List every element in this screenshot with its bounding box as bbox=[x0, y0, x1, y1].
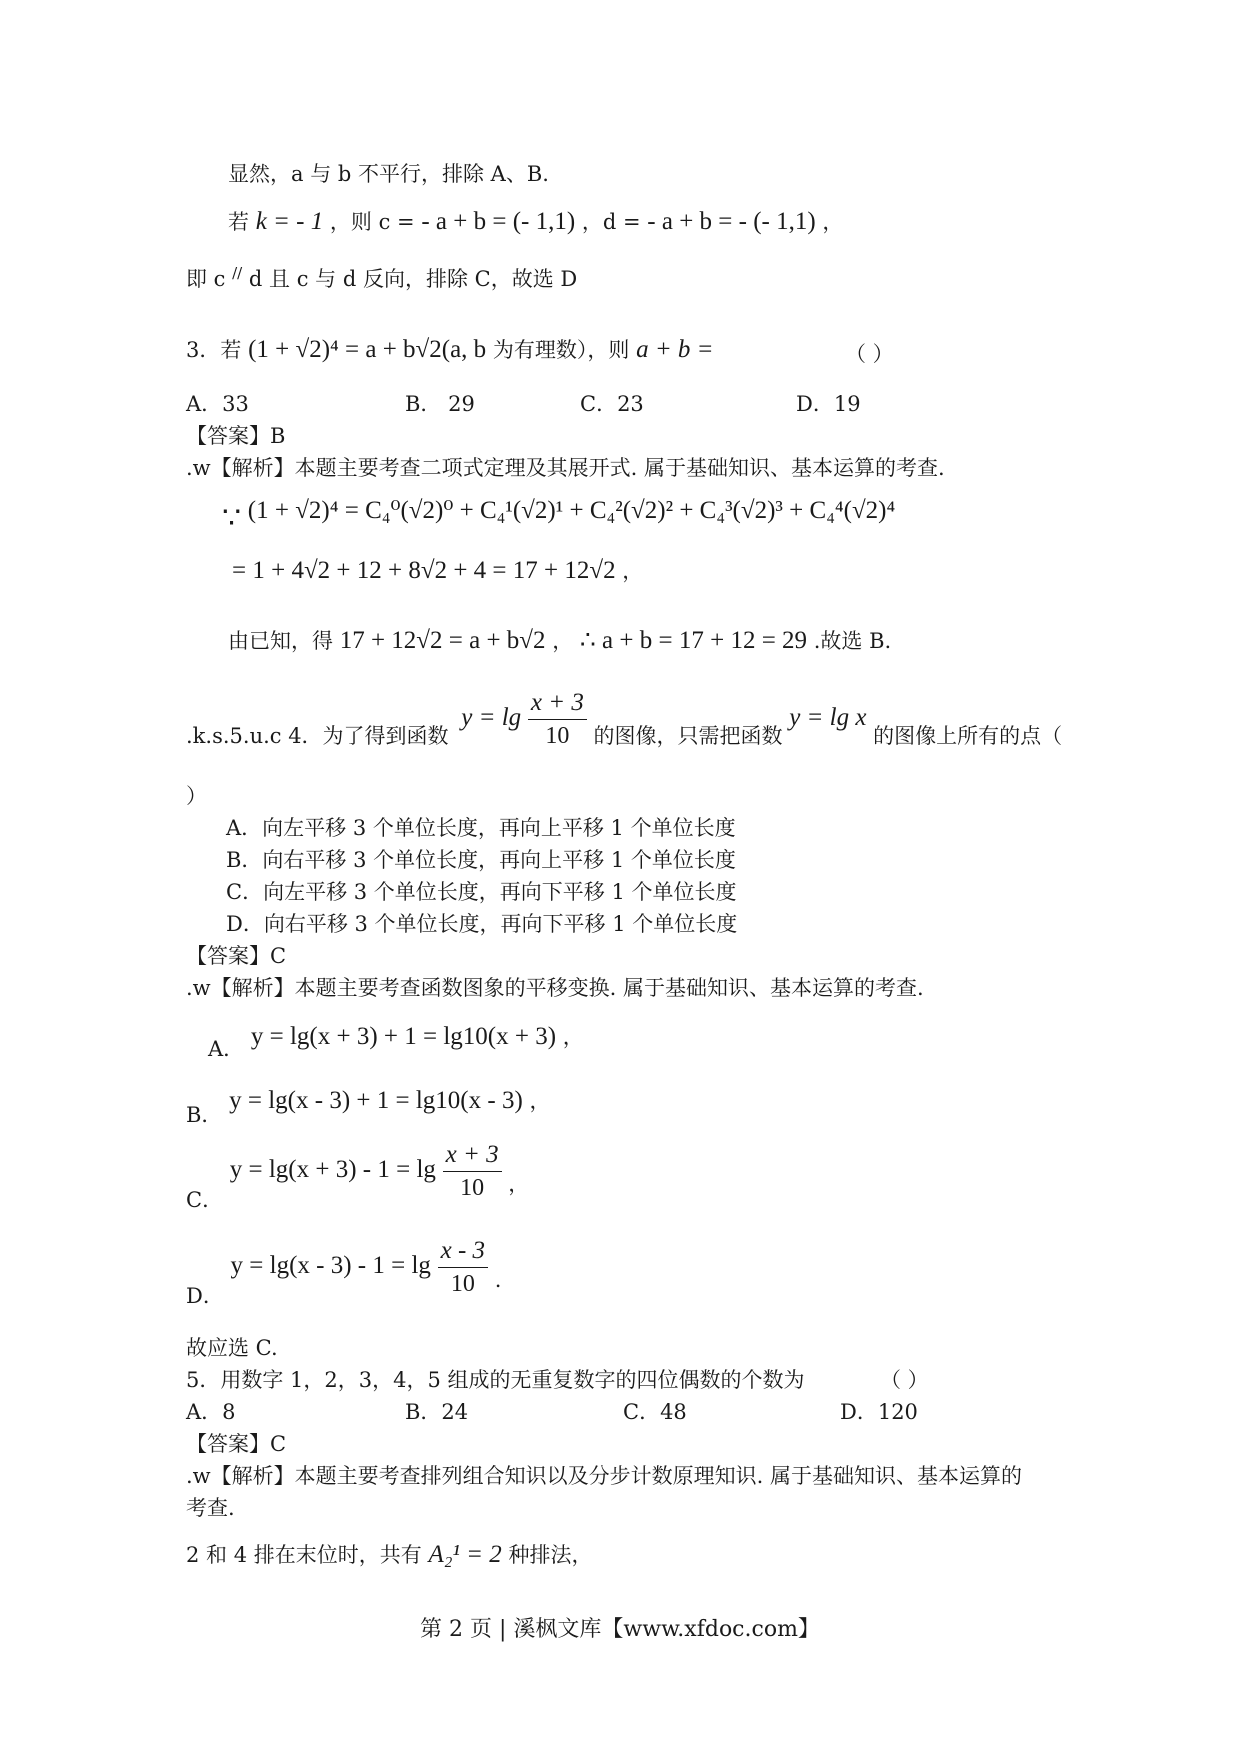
text: 由已知，得 bbox=[228, 629, 333, 653]
text: 为有理数），则 bbox=[492, 338, 630, 362]
text: . bbox=[494, 1267, 502, 1292]
text: ，则 c = bbox=[329, 210, 415, 234]
option-c: C．向左平移 3 个单位长度，再向下平移 1 个单位长度 bbox=[226, 880, 737, 904]
answer-label: 【答案】C bbox=[186, 1432, 287, 1456]
answer-label: 【答案】C bbox=[186, 944, 287, 968]
analysis-text: .w【解析】本题主要考查排列组合知识以及分步计数原理知识. 属于基础知识、基本运算的 bbox=[186, 1464, 1022, 1488]
question-5: 5．用数字 1，2，3，4，5 组成的无重复数字的四位偶数的个数为 bbox=[186, 1368, 805, 1392]
math-expression: y = lg(x - 3) + 1 = lg10(x - 3) bbox=[229, 1087, 523, 1114]
option-b: B．24 bbox=[405, 1400, 469, 1424]
option-d: D．19 bbox=[796, 392, 861, 416]
solution-a bbox=[208, 1022, 584, 1062]
text-line: 显然，a 与 b 不平行，排除 A、B. bbox=[228, 162, 549, 186]
answer-blank: （ ） bbox=[845, 342, 894, 366]
page-footer: 第 2 页 | 溪枫文库【www.xfdoc.com】 bbox=[420, 1617, 820, 1642]
numerator: x + 3 bbox=[528, 688, 587, 720]
question-3 bbox=[186, 335, 714, 365]
text: C． bbox=[186, 1187, 224, 1212]
option-b: B． 29 bbox=[405, 392, 475, 416]
text: ， bbox=[529, 1089, 551, 1113]
text: 即 c bbox=[186, 267, 226, 291]
fraction bbox=[438, 1236, 488, 1299]
analysis-text: 考查. bbox=[186, 1496, 235, 1520]
text: .故选 B. bbox=[813, 629, 892, 653]
option-a: A．33 bbox=[186, 392, 249, 416]
text: ， bbox=[562, 1025, 584, 1049]
because-symbol: ∵ bbox=[222, 502, 242, 535]
math-expression: = 1 + 4√2 + 12 + 8√2 + 4 = 17 + 12√2 bbox=[232, 557, 616, 584]
text: d 且 c 与 d 反向，排除 C，故选 D bbox=[248, 267, 578, 291]
text: ， bbox=[822, 210, 844, 234]
denominator: 10 bbox=[460, 1175, 485, 1201]
numerator: x + 3 bbox=[443, 1140, 502, 1172]
conclusion: 故应选 C. bbox=[186, 1336, 278, 1360]
text: ， bbox=[508, 1171, 530, 1196]
text: D． bbox=[186, 1283, 224, 1308]
text: 3．若 bbox=[186, 338, 242, 362]
math-expression: y = lg(x - 3) - 1 = lg bbox=[230, 1251, 431, 1279]
math-expression: y = lg bbox=[461, 703, 522, 731]
math-expression: (1 + √2)⁴ = C₄⁰(√2)⁰ + C₄¹(√2)¹ + C₄²(√2)² + C₄³(√2)³ + C₄⁴(√2)⁴ bbox=[247, 497, 896, 524]
option-b: B．向右平移 3 个单位长度，再向上平移 1 个单位长度 bbox=[226, 848, 736, 872]
text: ， bbox=[552, 629, 574, 653]
text: 的图像，只需把函数 bbox=[593, 723, 783, 748]
math-expression: - a + b = - (- 1,1) bbox=[647, 208, 816, 235]
text: 若 bbox=[228, 210, 249, 234]
denominator: 10 bbox=[545, 723, 570, 749]
option-a: A．8 bbox=[186, 1400, 236, 1424]
math-expression: 17 + 12√2 = a + b√2 bbox=[339, 627, 546, 654]
math-expression: y = lg x bbox=[789, 703, 867, 731]
option-d: D．向右平移 3 个单位长度，再向下平移 1 个单位长度 bbox=[226, 912, 738, 936]
math-expression: y = lg(x + 3) - 1 = lg bbox=[229, 1155, 436, 1183]
math-expression: ∴ a + b = 17 + 12 = 29 bbox=[579, 627, 808, 654]
math-line bbox=[222, 496, 895, 537]
question-4 bbox=[186, 688, 1062, 751]
math-line bbox=[186, 1540, 592, 1570]
math-line bbox=[232, 556, 643, 586]
math-expression: (1 + √2)⁴ = a + b√2(a, b bbox=[248, 336, 487, 363]
math-expression: y = lg(x + 3) + 1 = lg10(x + 3) bbox=[250, 1023, 557, 1050]
text: A． bbox=[208, 1037, 245, 1061]
numerator: x - 3 bbox=[438, 1236, 488, 1268]
text-line bbox=[228, 207, 843, 237]
solution-b bbox=[186, 1086, 550, 1128]
text: ） bbox=[186, 784, 207, 808]
solution-c bbox=[186, 1140, 529, 1213]
analysis-text: .w【解析】本题主要考查函数图象的平移变换. 属于基础知识、基本运算的考查. bbox=[186, 976, 924, 1000]
text-line bbox=[186, 264, 577, 292]
math-line bbox=[228, 626, 891, 656]
text: .k.s.5.u.c 4．为了得到函数 bbox=[186, 723, 449, 748]
answer-label: 【答案】B bbox=[186, 424, 286, 448]
option-d: D．120 bbox=[840, 1400, 918, 1424]
parallel-symbol: // bbox=[232, 264, 243, 282]
option-c: C．23 bbox=[580, 392, 644, 416]
denominator: 10 bbox=[450, 1271, 475, 1297]
text: ，d = bbox=[581, 210, 641, 234]
math-expression: k = - 1 bbox=[255, 208, 324, 235]
math-expression: A₂¹ = 2 bbox=[428, 1541, 502, 1568]
analysis-text: .w【解析】本题主要考查二项式定理及其展开式. 属于基础知识、基本运算的考查. bbox=[186, 456, 945, 480]
text: 2 和 4 排在末位时，共有 bbox=[186, 1543, 422, 1567]
math-expression: - a + b = (- 1,1) bbox=[421, 208, 576, 235]
text: ， bbox=[622, 559, 644, 583]
option-a: A．向左平移 3 个单位长度，再向上平移 1 个单位长度 bbox=[226, 816, 736, 840]
option-c: C．48 bbox=[623, 1400, 687, 1424]
fraction bbox=[528, 688, 587, 751]
text: 的图像上所有的点（ bbox=[873, 723, 1063, 748]
math-expression: a + b = bbox=[636, 336, 714, 363]
text: 种排法， bbox=[508, 1543, 593, 1567]
text: B． bbox=[186, 1103, 223, 1127]
solution-d bbox=[186, 1236, 501, 1309]
answer-blank: （ ） bbox=[880, 1368, 929, 1392]
fraction bbox=[443, 1140, 502, 1203]
